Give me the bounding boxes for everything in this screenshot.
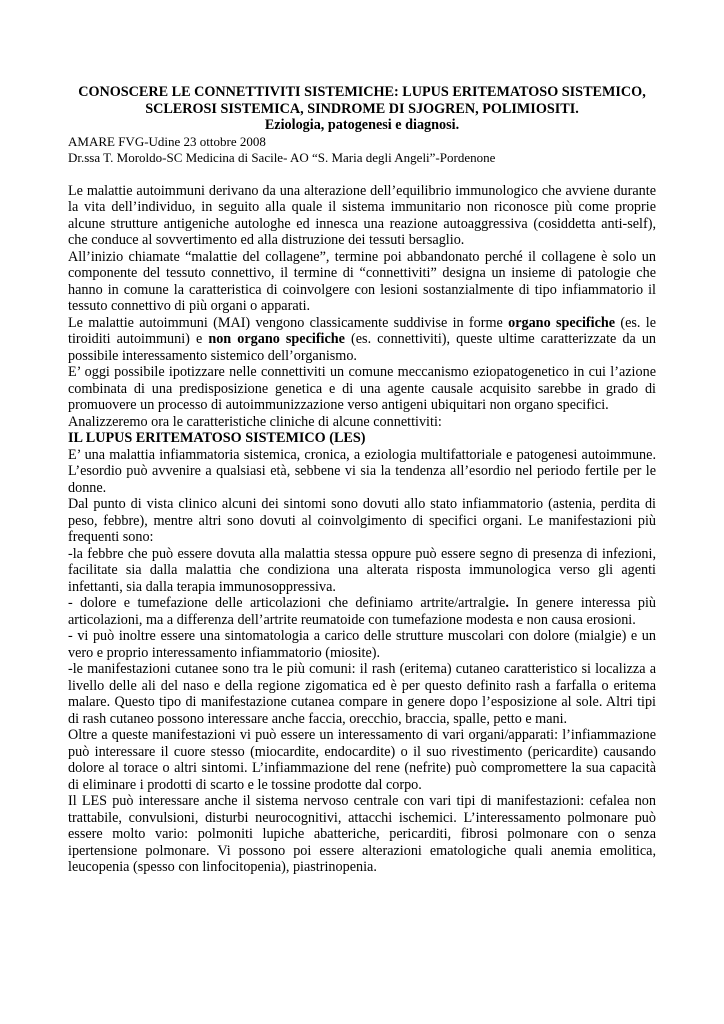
document-subtitle: Eziologia, patogenesi e diagnosi. — [264, 117, 460, 133]
paragraph-les-definition: E’ una malattia infiammatoria sistemica, cronica, a eziologia multifattoriale e patogenesi autoimmune. L’esordio può avvenire a qualsiasi età, sebbene vi sia la tendenza all’esordio nel periodo fertile per le donne. — [68, 446, 656, 496]
paragraph-fever: -la febbre che può essere dovuta alla malattia stessa oppure può essere segno di presenza di infezioni, facilitate sia dalla malattia che condiziona una alterata risposta immunologica verso gli agenti infettanti, sia dalla terapia immunosoppressiva. — [68, 545, 656, 595]
section-heading-les: IL LUPUS ERITEMATOSO SISTEMICO (LES) — [68, 430, 366, 446]
document-page — [68, 84, 656, 876]
paragraph-classification — [68, 315, 656, 365]
paragraph-collagen: All’inizio chiamate “malattie del collagene”, termine poi abbandonato perché il collagene è solo un componente del tessuto connettivo, il termine di “connettiviti” designa un insieme di patologie che hanno in comune la caratteristica di coinvolgere con lesioni sostanzialmente di tipo infiammatorio il tessuto connettivo di più organi o apparati. — [68, 248, 656, 314]
text-run: (es. connettiviti), queste ultime caratterizzate da un possibile interessamento sistemico dell’organismo. — [68, 331, 657, 364]
text-run: In genere interessa più articolazioni, ma a differenza dell’artrite reumatoide con tumefazione modesta e non causa erosioni. — [68, 595, 656, 628]
text-run: - dolore e tumefazione delle articolazioni che definiamo artrite/artralgie — [68, 595, 506, 611]
paragraph-arthritis — [68, 595, 656, 628]
bold-term-non-organ-specific: non organo specifiche — [208, 331, 345, 347]
document-title-line-2: SCLEROSI SISTEMICA, SINDROME DI SJOGREN, POLIMIOSITI. — [145, 100, 579, 117]
paragraph-clinical: Dal punto di vista clinico alcuni dei sintomi sono dovuti allo stato infiammatorio (astenia, perdita di peso, febbre), mentre altri sono dovuti al coinvolgimento di specifici organi. Le manifestazioni più frequenti sono: — [68, 496, 656, 545]
document-title-line-1: CONOSCERE LE CONNETTIVITI SISTEMICHE: LUPUS ERITEMATOSO SISTEMICO, — [78, 84, 646, 100]
event-line: AMARE FVG-Udine 23 ottobre 2008 — [68, 133, 266, 149]
paragraph-intro: Le malattie autoimmuni derivano da una alterazione dell’equilibrio immunologico che avviene durante la vita dell’individuo, in seguito alla quale il sistema immunitario non riconosce più come proprie alcune strutture antigeniche autologhe ed innesca una reazione autoaggressiva (cosiddetta anti-self), che conduce al sovvertimento ed alla distruzione dei tessuti bersaglio. — [68, 182, 656, 248]
bold-term-organ-specific: organo specifiche — [508, 314, 616, 331]
text-run: (es. le tiroiditi autoimmuni) e — [68, 314, 656, 347]
spacer — [68, 166, 656, 183]
paragraph-etiopathogenesis: E’ oggi possibile ipotizzare nelle connettiviti un comune meccanismo eziopatogenetico in cui l’azione combinata di una predisposizione genetica e di una agente causale acquisito sarebbe in grado di promuovere un processo di autoimmunizzazione verso antigeni ubiquitari non organo specifici. — [68, 364, 656, 413]
paragraph-nervous-system: Il LES può interessare anche il sistema nervoso centrale con vari tipi di manifestazioni: cefalea non trattabile, convulsioni, disturbi neurocognitivi, attacchi ischemici. L’interessamento polmonare può essere molto vario: polmoniti lupiche abatteriche, pericarditi, fibrosi polmonare con o senza ipertensione polmonare. Vi possono poi essere alterazioni ematologiche quali anemia emolitica, leucopenia (spesso con linfocitopenia), piastrinopenia. — [68, 793, 656, 875]
author-line: Dr.ssa T. Moroldo-SC Medicina di Sacile- AO “S. Maria degli Angeli”-Pordenone — [68, 149, 496, 165]
text-run: Le malattie autoimmuni (MAI) vengono classicamente suddivise in forme — [68, 314, 509, 331]
bold-period: . — [505, 595, 509, 611]
paragraph-myositis: - vi può inoltre essere una sintomatologia a carico delle strutture muscolari con dolore (mialgie) e un vero e proprio interessamento infiammatorio (miosite). — [68, 628, 656, 661]
paragraph-transition: Analizzeremo ora le caratteristiche cliniche di alcune connettiviti: — [68, 413, 442, 430]
paragraph-skin: -le manifestazioni cutanee sono tra le più comuni: il rash (eritema) cutaneo caratteristico si localizza a livello delle ali del naso e della regione zigomatica ed è per questo definito rash a farfalla o eritema malare. Questo tipo di manifestazione cutanea compare in genere dopo l’esposizione al sole. Altri tipi di rash cutaneo possono interessare anche faccia, orecchio, braccia, spalle, petto e mani. — [68, 661, 656, 727]
paragraph-organs: Oltre a queste manifestazioni vi può essere un interessamento di vari organi/apparati: l’infiammazione può interessare il cuore stesso (miocardite, endocardite) o il suo rivestimento (pericardite) causando dolore al torace o altri sintomi. L’infiammazione del rene (nefrite) può compromettere la sua capacità di eliminare i prodotti di scarto e le tossine prodotte dal corpo. — [68, 727, 656, 793]
